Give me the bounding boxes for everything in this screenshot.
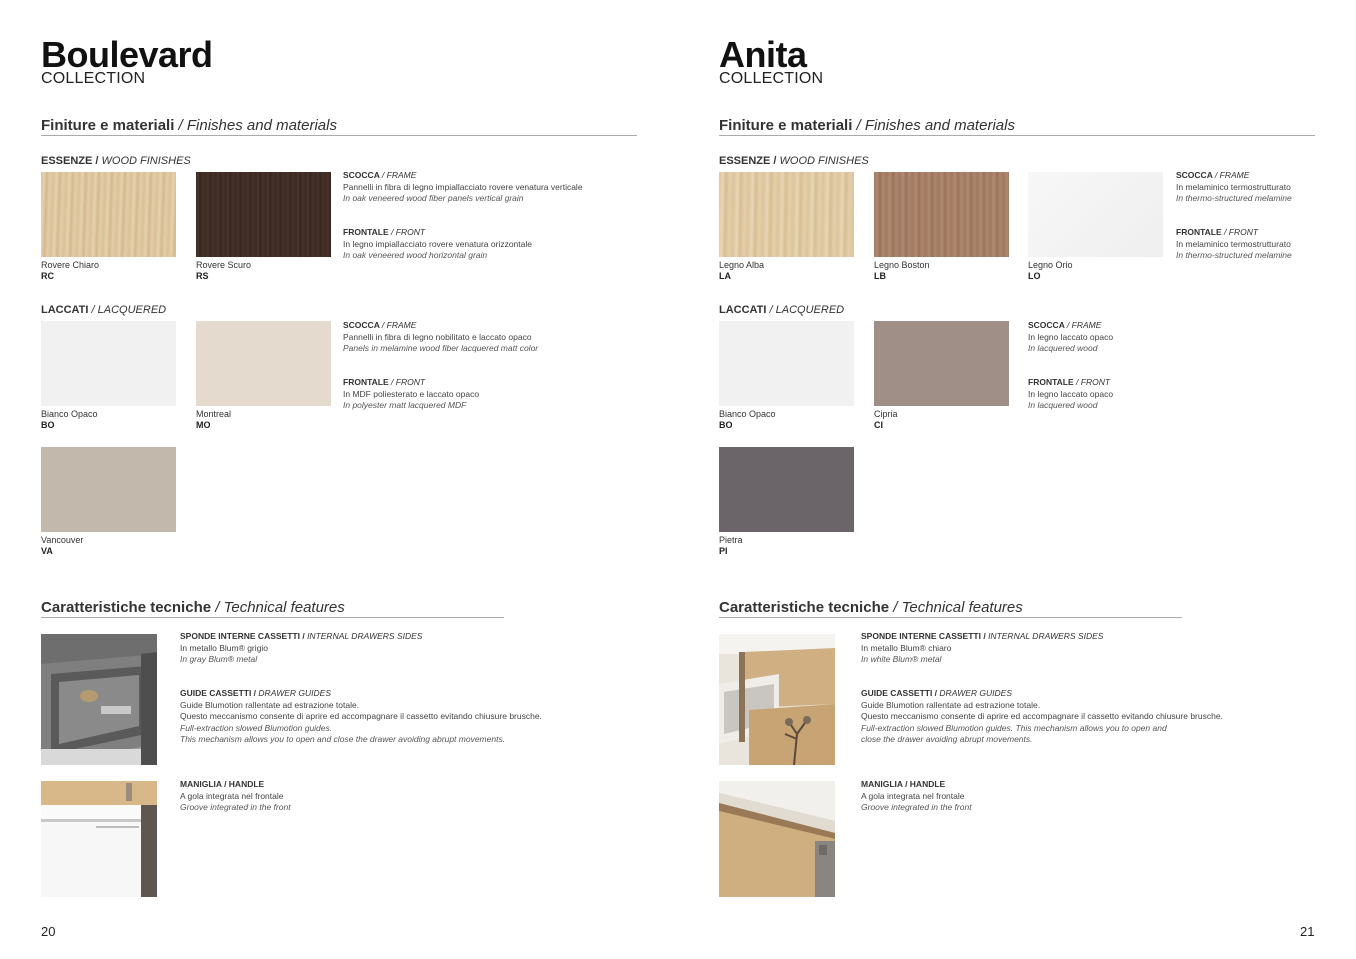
left-wood-group-label: [41, 155, 191, 167]
swatch-name: Rovere Chiaro: [41, 260, 100, 270]
right-lacquered-label-it: LACCATI: [719, 304, 767, 316]
right-drawer-photo: [719, 634, 835, 765]
left-collection-title: Boulevard: [41, 34, 213, 75]
left-page-number: 20: [41, 924, 56, 939]
swatch-legno-orio: [1028, 172, 1163, 257]
swatch-code: RC: [41, 271, 54, 281]
swatch-code: BO: [41, 420, 55, 430]
right-technical-heading-en: / Technical features: [893, 599, 1023, 616]
right-lacquered-group-label: [719, 304, 844, 316]
swatch-code: LA: [719, 271, 731, 281]
swatch-bianco-opaco: [41, 321, 176, 406]
right-wood-label-it: ESSENZE /: [719, 155, 777, 167]
left-technical-heading-it: Caratteristiche tecniche: [41, 599, 212, 616]
left-technical-heading-en: / Technical features: [215, 599, 345, 616]
right-wood-label-en: WOOD FINISHES: [779, 155, 869, 167]
left-technical-heading: [41, 600, 345, 616]
left-handle-photo: [41, 781, 157, 897]
swatch-rovere-chiaro: [41, 172, 176, 257]
right-lacquered-front-description: FRONTALE / FRONT In legno laccato opaco In lacquered wood: [1028, 377, 1114, 410]
swatch-name: Cipria: [874, 409, 898, 419]
swatch-code: BO: [719, 420, 733, 430]
swatch-name: Legno Boston: [874, 260, 930, 270]
right-finishes-heading: [719, 118, 1015, 134]
right-handle-photo: [719, 781, 835, 897]
swatch-cipria: [874, 321, 1009, 406]
left-wood-frame-description: SCOCCA / FRAME Pannelli in fibra di legno impiallacciato rovere venatura verticale In oak veneered wood fiber panels vertical grain: [343, 170, 583, 203]
left-finishes-heading-en: / Finishes and materials: [178, 117, 337, 134]
right-wood-frame-description: SCOCCA / FRAME In melaminico termostrutturato In thermo-structured melamine: [1176, 170, 1292, 203]
right-collection-subtitle: COLLECTION: [719, 70, 824, 87]
right-technical-heading-it: Caratteristiche tecniche: [719, 599, 890, 616]
left-feature-drawer-guides: GUIDE CASSETTI / DRAWER GUIDES Guide Blumotion rallentate ad estrazione totale. Questo meccanismo consente di aprire ed accompagnare il cassetto evitando chiusure brusche. Full-extraction slowed Blumotion guides. This mechanism allows you to open and close the drawer avoiding abrupt movements.: [180, 688, 542, 744]
right-wood-front-description: FRONTALE / FRONT In melaminico termostrutturato In thermo-structured melamine: [1176, 227, 1292, 260]
right-lacquered-frame-description: SCOCCA / FRAME In legno laccato opaco In lacquered wood: [1028, 320, 1114, 353]
swatch-legno-alba: [719, 172, 854, 257]
swatch-code: CI: [874, 420, 883, 430]
right-wood-group-label: [719, 155, 869, 167]
right-technical-heading: [719, 600, 1023, 616]
left-lacquered-label-en: / LACQUERED: [91, 304, 167, 316]
swatch-name: Montreal: [196, 409, 232, 419]
left-lacquered-frame-description: SCOCCA / FRAME Pannelli in fibra di legno nobilitato e laccato opaco Panels in melamine wood fiber lacquered matt color: [343, 320, 539, 353]
left-finishes-heading-it: Finiture e materiali: [41, 117, 175, 134]
swatch-code: LB: [874, 271, 886, 281]
swatch-code: LO: [1028, 271, 1041, 281]
swatch-name: Vancouver: [41, 535, 84, 545]
left-wood-front-description: FRONTALE / FRONT In legno impiallacciato rovere venatura orizzontale In oak veneered wood horizontal grain: [343, 227, 532, 260]
left-lacquered-label-it: LACCATI: [41, 304, 89, 316]
left-lacquered-front-description: FRONTALE / FRONT In MDF poliesterato e laccato opaco In polyester matt lacquered MDF: [343, 377, 480, 410]
right-feature-drawer-guides: GUIDE CASSETTI / DRAWER GUIDES Guide Blumotion rallentate ad estrazione totale. Questo meccanismo consente di aprire ed accompagnare il cassetto evitando chiusure brusche. Full-extraction slowed Blumotion guides. This mechanism allows you to open and close the drawer avoiding abrupt movements.: [861, 688, 1223, 744]
right-finishes-heading-en: / Finishes and materials: [856, 117, 1015, 134]
swatch-vancouver: [41, 447, 176, 532]
left-finishes-divider: [41, 135, 637, 136]
swatch-pietra: [719, 447, 854, 532]
swatch-rovere-scuro: [196, 172, 331, 257]
left-wood-label-it: ESSENZE /: [41, 155, 99, 167]
right-feature-drawer-sides: SPONDE INTERNE CASSETTI / INTERNAL DRAWERS SIDES In metallo Blum® chiaro In white Blum® metal: [861, 631, 1104, 664]
swatch-name: Rovere Scuro: [196, 260, 252, 270]
swatch-name: Pietra: [719, 535, 743, 545]
swatch-name: Legno Alba: [719, 260, 765, 270]
left-technical-divider: [41, 617, 504, 618]
swatch-name: Legno Orio: [1028, 260, 1073, 270]
right-page-number: 21: [1300, 924, 1315, 939]
left-feature-drawer-sides: SPONDE INTERNE CASSETTI / INTERNAL DRAWERS SIDES In metallo Blum® grigio In gray Blum® metal: [180, 631, 423, 664]
right-collection-title: Anita: [719, 34, 807, 75]
left-lacquered-group-label: [41, 304, 166, 316]
swatch-bianco-opaco: [719, 321, 854, 406]
right-finishes-divider: [719, 135, 1315, 136]
swatch-code: MO: [196, 420, 211, 430]
swatch-name: Bianco Opaco: [719, 409, 776, 419]
right-lacquered-label-en: / LACQUERED: [769, 304, 845, 316]
right-technical-divider: [719, 617, 1182, 618]
swatch-montreal: [196, 321, 331, 406]
left-collection-subtitle: COLLECTION: [41, 70, 146, 87]
left-finishes-heading: [41, 118, 337, 134]
swatch-code: RS: [196, 271, 209, 281]
left-wood-label-en: WOOD FINISHES: [101, 155, 191, 167]
swatch-code: VA: [41, 546, 53, 556]
left-feature-handle: MANIGLIA / HANDLE A gola integrata nel frontale Groove integrated in the front: [180, 779, 291, 812]
right-feature-handle: MANIGLIA / HANDLE A gola integrata nel frontale Groove integrated in the front: [861, 779, 972, 812]
swatch-code: PI: [719, 546, 728, 556]
right-finishes-heading-it: Finiture e materiali: [719, 117, 853, 134]
left-drawer-interior-photo: [41, 634, 157, 765]
swatch-name: Bianco Opaco: [41, 409, 98, 419]
swatch-legno-boston: [874, 172, 1009, 257]
